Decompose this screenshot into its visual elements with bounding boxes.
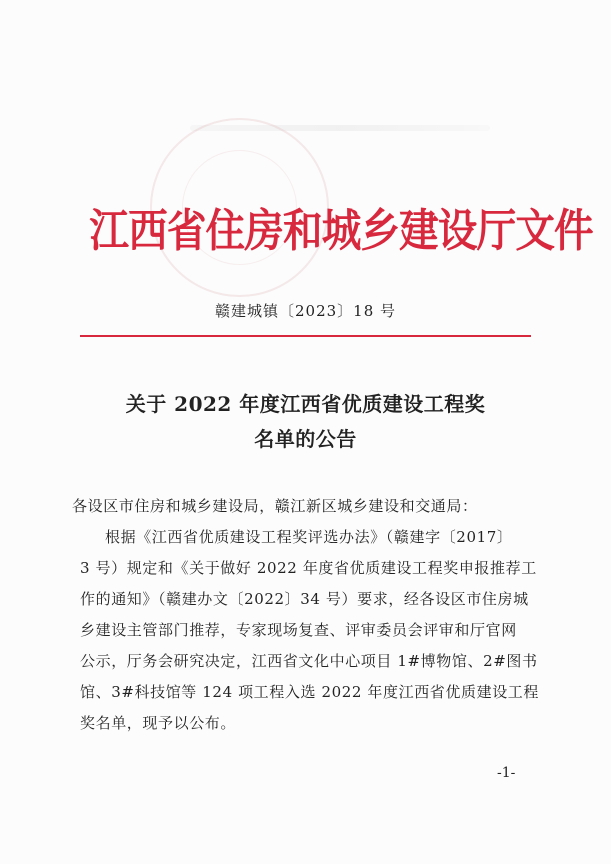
document-header-title: 江西省住房和城乡建设厅文件 <box>89 204 593 257</box>
body-line-4: 乡建设主管部门推荐，专家现场复查、评审委员会评审和厅官网 <box>80 621 517 639</box>
salutation: 各设区市住房和城乡建设局，赣江新区城乡建设和交通局： <box>72 497 478 515</box>
notice-title-line-1: 关于 2022 年度江西省优质建设工程奖 <box>125 392 486 416</box>
page-number: -1- <box>497 765 516 781</box>
body-line-3: 作的通知》（赣建办文〔2022〕34 号）要求，经各设区市住房城 <box>80 590 529 608</box>
body-line-2: 3 号）规定和《关于做好 2022 年度省优质建设工程奖申报推荐工 <box>80 559 537 577</box>
body-line-5: 公示，厅务会研究决定，江西省文化中心项目 1#博物馆、2#图书 <box>80 652 538 670</box>
body-line-1: 根据《江西省优质建设工程奖评选办法》（赣建字〔2017〕 <box>105 528 513 546</box>
body-line-7: 奖名单，现予以公布。 <box>80 714 237 732</box>
body-line-6: 馆、3#科技馆等 124 项工程入选 2022 年度江西省优质建设工程 <box>80 683 539 701</box>
document-number: 赣建城镇〔2023〕18 号 <box>214 302 397 320</box>
notice-title-line-2: 名单的公告 <box>254 427 357 451</box>
red-separator-line <box>80 335 531 337</box>
